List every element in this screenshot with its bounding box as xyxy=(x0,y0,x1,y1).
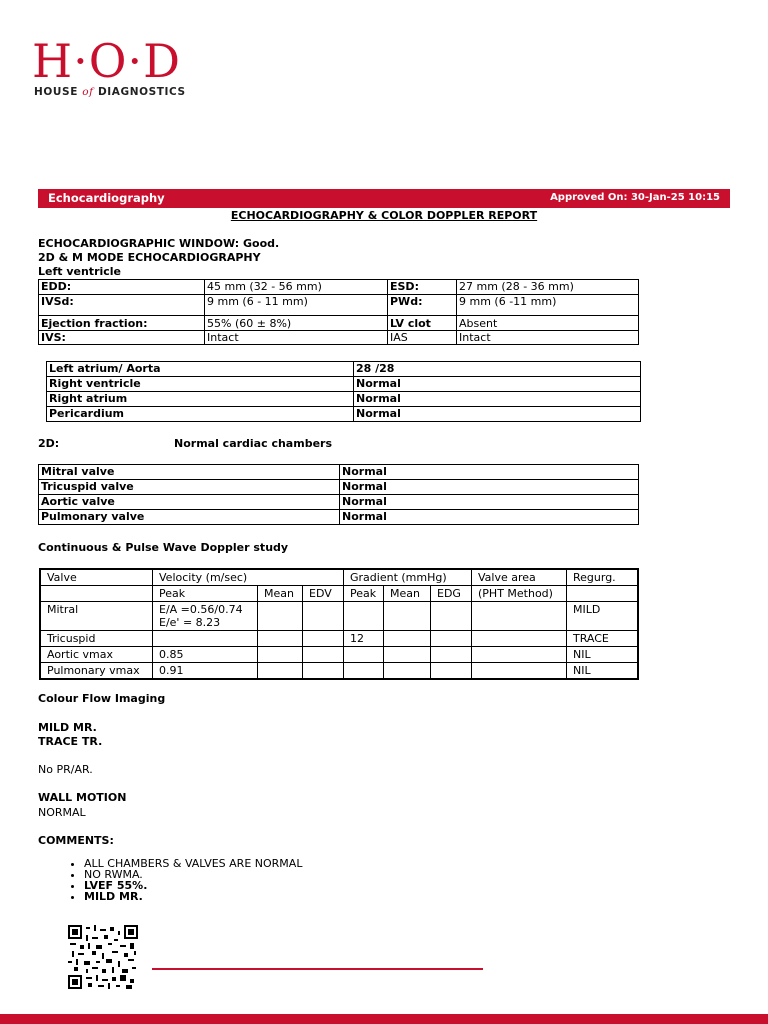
table-cell xyxy=(153,631,258,647)
table-row xyxy=(40,586,638,602)
table-cell: PWd: xyxy=(388,295,457,316)
table-header: Peak xyxy=(153,586,258,602)
table-cell xyxy=(303,631,344,647)
table-cell: NIL xyxy=(567,647,639,663)
table-cell xyxy=(258,602,303,631)
list-item: • ALL CHAMBERS & VALVES ARE NORMAL xyxy=(84,858,302,869)
table-row xyxy=(39,480,639,495)
brand-logo: H·O·D xyxy=(32,34,181,88)
table-row xyxy=(39,280,639,295)
table-cell: MILD xyxy=(567,602,639,631)
table-cell: Left atrium/ Aorta xyxy=(47,362,354,377)
table-cell xyxy=(472,663,567,680)
table-cell: 0.85 xyxy=(153,647,258,663)
table-cell: Normal xyxy=(354,377,641,392)
table-header: Velocity (m/sec) xyxy=(153,569,344,586)
table-cell: Normal xyxy=(340,495,639,510)
table-cell: Right ventricle xyxy=(47,377,354,392)
table-header: Gradient (mmHg) xyxy=(344,569,472,586)
comments-list xyxy=(64,858,302,902)
table-row xyxy=(40,663,638,680)
table-row xyxy=(40,602,638,631)
table-header: Regurg. xyxy=(567,569,639,586)
table-cell: Normal xyxy=(354,407,641,422)
table-cell: Normal xyxy=(354,392,641,407)
comments-heading: COMMENTS: xyxy=(38,834,114,847)
table-cell xyxy=(472,631,567,647)
table-row xyxy=(47,392,641,407)
table-cell xyxy=(258,631,303,647)
table-cell: Aortic vmax xyxy=(40,647,153,663)
twod-label: 2D: xyxy=(38,437,60,450)
table-cell: Mitral xyxy=(40,602,153,631)
table-cell: Pulmonary valve xyxy=(39,510,340,525)
table-cell: Right atrium xyxy=(47,392,354,407)
table-cell xyxy=(431,631,472,647)
brand-sub-pre: HOUSE xyxy=(34,86,78,98)
table-header: Mean xyxy=(258,586,303,602)
table-cell: Ejection fraction: xyxy=(39,316,205,331)
table-cell xyxy=(258,663,303,680)
table-cell: Tricuspid xyxy=(40,631,153,647)
table-cell: 27 mm (28 - 36 mm) xyxy=(457,280,639,295)
table-cell xyxy=(258,647,303,663)
table-cell xyxy=(472,602,567,631)
table-cell: Absent xyxy=(457,316,639,331)
no-pr-ar: No PR/AR. xyxy=(38,763,93,776)
table-header: Valve xyxy=(40,569,153,586)
table-cell xyxy=(384,631,431,647)
table-row xyxy=(47,407,641,422)
valves-table xyxy=(38,464,639,525)
table-header: (PHT Method) xyxy=(472,586,567,602)
wall-value: NORMAL xyxy=(38,806,86,819)
list-item: • MILD MR. xyxy=(84,891,302,902)
list-item: • NO RWMA. xyxy=(84,869,302,880)
table-cell: 9 mm (6 -11 mm) xyxy=(457,295,639,316)
cfi-line: MILD MR. xyxy=(38,721,97,734)
table-cell: IVS: xyxy=(39,331,205,345)
cfi-heading: Colour Flow Imaging xyxy=(38,692,166,705)
table-cell: Aortic valve xyxy=(39,495,340,510)
table-row xyxy=(39,465,639,480)
table-cell xyxy=(344,602,384,631)
table-cell: 12 xyxy=(344,631,384,647)
approved-on: Approved On: 30-Jan-25 10:15 xyxy=(550,192,720,203)
table-cell: LV clot xyxy=(388,316,457,331)
table-cell: Normal xyxy=(340,510,639,525)
table-header: EDV xyxy=(303,586,344,602)
lv-heading: Left ventricle xyxy=(38,265,122,278)
table-cell xyxy=(303,647,344,663)
qr-code-icon xyxy=(68,925,138,989)
table-cell xyxy=(344,647,384,663)
table-row xyxy=(39,316,639,331)
table-row xyxy=(40,631,638,647)
table-cell: Normal xyxy=(340,480,639,495)
table-cell: NIL xyxy=(567,663,639,680)
brand-tagline xyxy=(34,86,186,98)
brand-sub-of: of xyxy=(82,86,94,98)
brand-sub-post: DIAGNOSTICS xyxy=(97,86,186,98)
table-cell xyxy=(431,663,472,680)
table-header: Peak xyxy=(344,586,384,602)
signature-line xyxy=(152,968,483,970)
table-cell xyxy=(384,663,431,680)
table-cell: Tricuspid valve xyxy=(39,480,340,495)
table-row xyxy=(39,510,639,525)
table-cell: ESD: xyxy=(388,280,457,295)
table-cell xyxy=(153,602,258,631)
table-cell: 0.91 xyxy=(153,663,258,680)
table-cell: Pulmonary vmax xyxy=(40,663,153,680)
footer-bar xyxy=(0,1014,768,1024)
wall-heading: WALL MOTION xyxy=(38,791,127,804)
table-row xyxy=(39,295,639,316)
table-cell xyxy=(303,663,344,680)
table-cell xyxy=(40,586,153,602)
report-title: ECHOCARDIOGRAPHY & COLOR DOPPLER REPORT xyxy=(230,209,538,222)
window-line: ECHOCARDIOGRAPHIC WINDOW: Good. xyxy=(38,237,280,250)
mode-line: 2D & M MODE ECHOCARDIOGRAPHY xyxy=(38,251,261,264)
table-cell: TRACE xyxy=(567,631,639,647)
table-cell: 9 mm (6 - 11 mm) xyxy=(205,295,388,316)
table-row xyxy=(40,569,638,586)
section-title: Echocardiography xyxy=(48,191,165,205)
mitral-peak-line1: E/A =0.56/0.74 xyxy=(159,603,243,616)
doppler-heading: Continuous & Pulse Wave Doppler study xyxy=(38,541,289,554)
table-row xyxy=(47,362,641,377)
mitral-peak-line2: E/e' = 8.23 xyxy=(159,616,221,629)
table-row xyxy=(47,377,641,392)
section-banner xyxy=(38,189,730,208)
table-cell: Mitral valve xyxy=(39,465,340,480)
table-cell xyxy=(431,602,472,631)
table-header: Mean xyxy=(384,586,431,602)
table-cell xyxy=(344,663,384,680)
table-header: EDG xyxy=(431,586,472,602)
table-cell: EDD: xyxy=(39,280,205,295)
table-cell xyxy=(567,586,639,602)
table-row xyxy=(39,495,639,510)
table-row xyxy=(39,331,639,345)
twod-value: Normal cardiac chambers xyxy=(174,437,333,450)
table-cell: Normal xyxy=(340,465,639,480)
cfi-line: TRACE TR. xyxy=(38,735,103,748)
table-cell xyxy=(303,602,344,631)
list-item: • LVEF 55%. xyxy=(84,880,302,891)
table-cell: 28 /28 xyxy=(354,362,641,377)
table-cell xyxy=(384,602,431,631)
table-header: Valve area xyxy=(472,569,567,586)
table-cell: 55% (60 ± 8%) xyxy=(205,316,388,331)
table-cell: IAS xyxy=(388,331,457,345)
table-cell: IVSd: xyxy=(39,295,205,316)
table-cell: Pericardium xyxy=(47,407,354,422)
lv-table xyxy=(38,279,639,345)
chambers-table xyxy=(46,361,641,422)
table-cell xyxy=(431,647,472,663)
table-cell xyxy=(384,647,431,663)
table-cell: Intact xyxy=(457,331,639,345)
table-cell: 45 mm (32 - 56 mm) xyxy=(205,280,388,295)
doppler-table xyxy=(39,568,639,680)
table-row xyxy=(40,647,638,663)
table-cell: Intact xyxy=(205,331,388,345)
table-cell xyxy=(472,647,567,663)
